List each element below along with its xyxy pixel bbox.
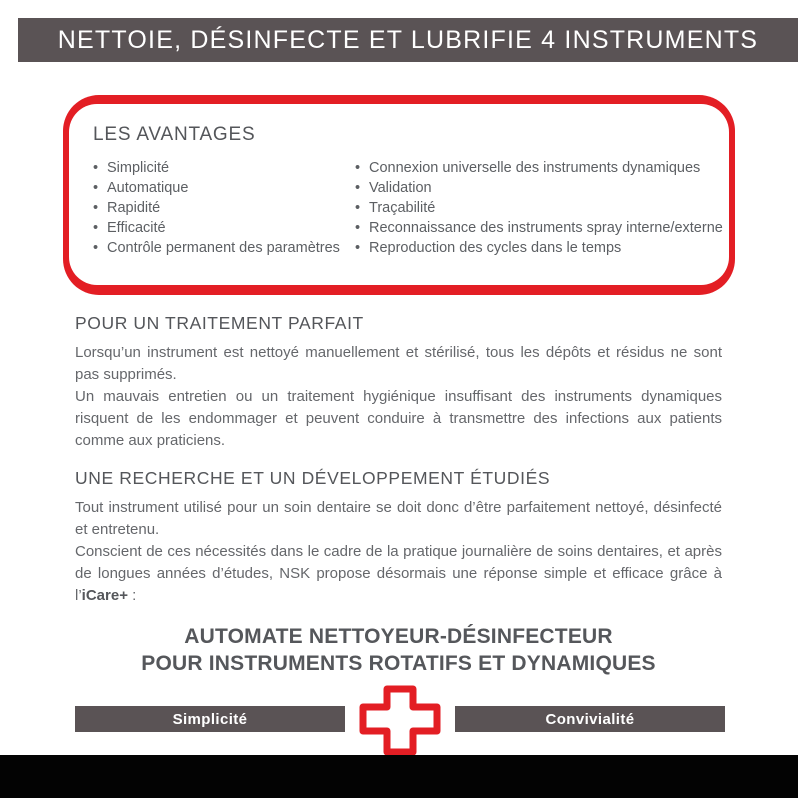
advantage-item: • Validation <box>355 178 723 198</box>
advantage-item: • Simplicité <box>93 158 355 178</box>
claim-line-1: AUTOMATE NETTOYEUR-DÉSINFECTEUR <box>184 625 613 648</box>
advantage-item: • Reconnaissance des instruments spray interne/externe <box>355 218 723 238</box>
simplicity-bar <box>75 706 345 732</box>
advantage-item: • Rapidité <box>93 198 355 218</box>
claim-line-2: POUR INSTRUMENTS ROTATIFS ET DYNAMIQUES <box>141 652 656 675</box>
advantage-item: • Reproduction des cycles dans le temps <box>355 238 723 258</box>
paragraph-text: : <box>127 587 137 604</box>
advantages-title: LES AVANTAGES <box>93 124 256 145</box>
advantages-right-list <box>355 158 723 258</box>
section-heading-research: UNE RECHERCHE ET UN DÉVELOPPEMENT ÉTUDIÉS <box>75 468 551 488</box>
advantage-item: • Automatique <box>93 178 355 198</box>
paragraph <box>75 541 722 607</box>
header-bar <box>18 18 798 62</box>
advantages-left-list <box>93 158 355 258</box>
advantage-item: • Contrôle permanent des paramètres <box>93 238 355 258</box>
page-title: NETTOIE, DÉSINFECTE ET LUBRIFIE 4 INSTRUMENTS <box>57 25 759 54</box>
footer-bar <box>0 755 798 798</box>
paragraph: Lorsqu’un instrument est nettoyé manuellement et stérilisé, tous les dépôts et résidus ne sont pas supprimés. <box>75 344 722 383</box>
advantage-item: • Connexion universelle des instruments dynamiques <box>355 158 723 178</box>
simplicity-label: Simplicité <box>172 710 248 728</box>
advantages-box <box>63 95 735 295</box>
brand-name: iCare+ <box>81 587 128 604</box>
main-claim-title <box>75 623 722 677</box>
body-content <box>75 313 722 677</box>
advantages-columns <box>93 158 723 258</box>
paragraph: Un mauvais entretien ou un traitement hygiénique insuffisant des instruments dynamiques risquent de les endommager et peuvent conduire à transmettre des infections aux patients comme aux praticiens. <box>75 388 722 449</box>
paragraph: Tout instrument utilisé pour un soin dentaire se doit donc d’être parfaitement nettoyé, désinfecté et entretenu. <box>75 499 722 538</box>
paragraph-text: Conscient de ces nécessités dans le cadre de la pratique journalière de soins dentaires, et après de longues années d’études, NSK propose désormais une réponse simple et efficace grâce à l’ <box>75 543 722 604</box>
advantages-box-inner <box>69 104 729 285</box>
section-heading-treatment: POUR UN TRAITEMENT PARFAIT <box>75 313 364 333</box>
conviviality-bar <box>455 706 725 732</box>
advantage-item: • Efficacité <box>93 218 355 238</box>
conviviality-label: Convivialité <box>545 710 635 728</box>
red-cross-icon <box>359 685 441 755</box>
advantage-item: • Traçabilité <box>355 198 723 218</box>
